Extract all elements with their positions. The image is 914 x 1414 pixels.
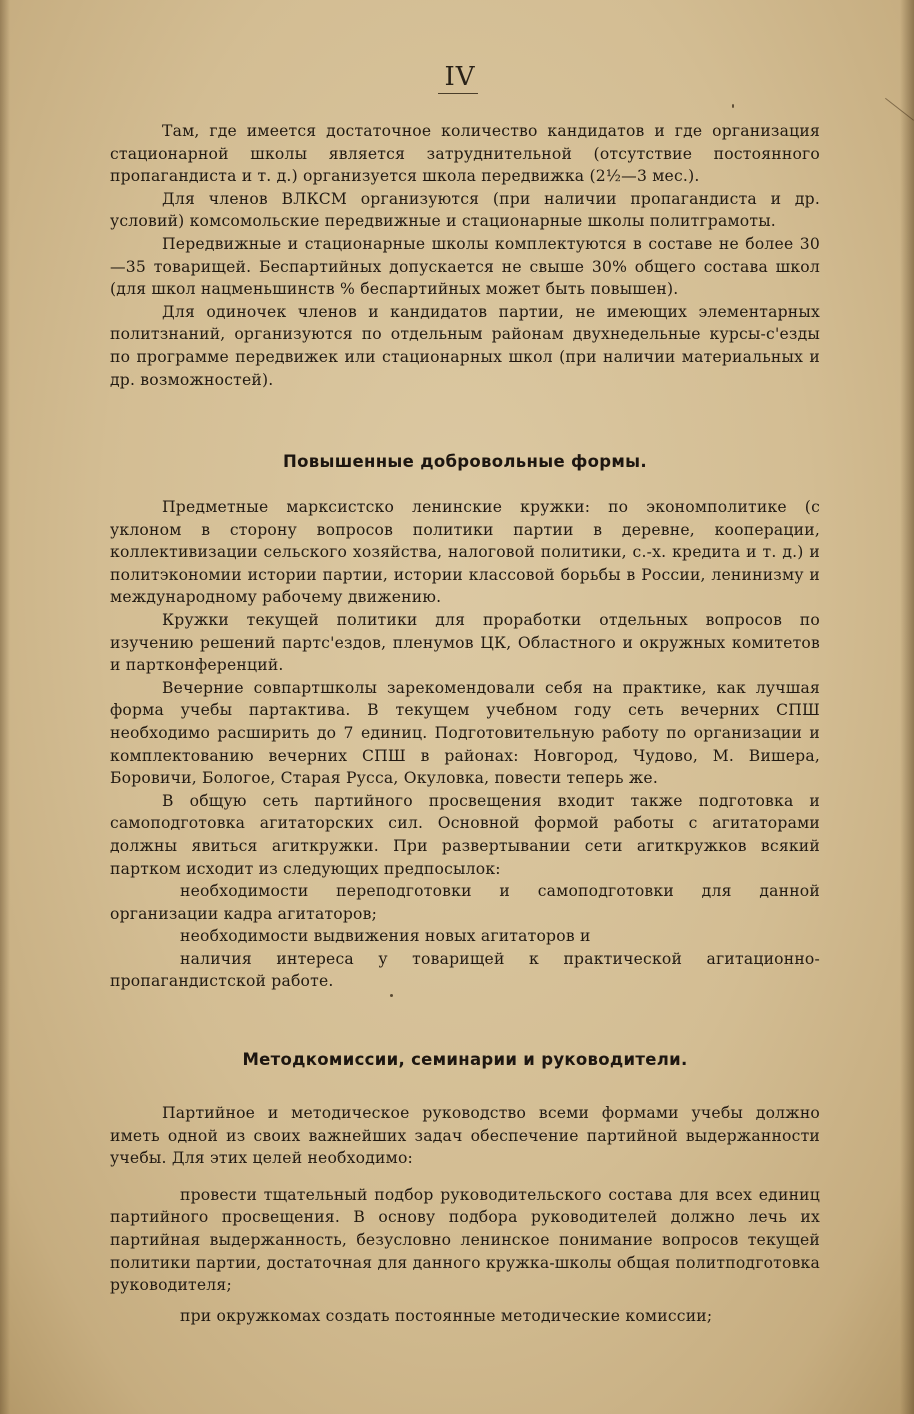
paragraph: Передвижные и стационарные школы комплектуются в составе не более 30—35 товарищей. Беспартийных допускается не свыше 30% общего состава школ (для школ нацменьшинств % беспартийных может быть повышен). [110,234,820,299]
section-heading: Повышенные добровольные формы. [283,452,647,471]
paragraph: Кружки текущей политики для проработки отдельных вопросов по изучению решений партс'ездов, пленумов ЦК, Областного и окружных комитетов и партконференций. [110,610,820,675]
paragraph: Для одиночек членов и кандидатов партии, не имеющих элементарных политзнаний, организуются по отдельным районам двухнедельные курсы-с'езды по программе передвижек или стационарных школ (при наличии материальных и др. возможностей). [110,302,820,389]
ink-speck [390,994,393,997]
page-edge-shadow-left [0,0,10,1414]
paragraph: Партийное и методическое руководство всеми формами учебы должно иметь одной из своих важнейших задач обеспечение партийной выдержанности учебы. Для этих целей необходимо: [110,1104,820,1168]
page-edge-shadow-right [900,0,914,1414]
list-item: необходимости переподготовки и самоподготовки для данной организации кадра агитаторов; [110,882,820,923]
list-item: необходимости выдвижения новых агитаторов и [180,927,591,946]
paragraph: Предметные марксистско ленинские кружки: по экономполитике (с уклоном в сторону вопросов политики партии в деревне, кооперации, коллективизации сельского хозяйства, налоговой политики, с.-х. кредита и т. д.) и политэкономии истории партии, истории классовой борьбы в России, ленинизму и международному рабочему движению. [110,498,820,607]
section-2-body [110,496,820,993]
paragraph: Вечерние совпартшколы зарекомендовали себя на практике, как лучшая форма учебы партактива. В текущем учебном году сеть вечерних СПШ необходимо расширить до 7 единиц. Подготовительную работу по организации и комплектованию вечерних СПШ в районах: Новгород, Чудово, М. Вишера, Боровичи, Бологое, Старая Русса, Окуловка, повести теперь же. [110,678,820,788]
ink-speck [732,104,734,108]
section-3-body [110,1102,820,1327]
list-item: провести тщательный подбор руководительского состава для всех единиц партийного просвещения. В основу подбора руководителей должно лечь их партийная выдержанность, безусловно ленинское понимание вопросов текущей политики партии, достаточная для данного кружка-школы общая политподготовка руководителя; [110,1185,820,1295]
paragraph: Для членов ВЛКСМ организуются (при наличии пропагандиста и др. условий) комсомольские передвижные и стационарные школы политграмоты. [110,189,820,231]
list-item: наличия интереса у товарищей к практической агитационно-пропагандистской работе. [110,949,820,991]
page-number-underline [438,93,478,94]
paragraph: Там, где имеется достаточное количество кандидатов и где организация стационарной школы является затруднительной (отсутствие постоянного пропагандиста и т. д.) организуется школа передвижка (2½—3 мес.). [110,122,820,186]
paragraph: В общую сеть партийного просвещения входит также подготовка и самоподготовка агитаторских сил. Основной формой работы с агитаторами должны явиться агиткружки. При развертывании сети агиткружков всякий партком исходит из следующих предпосылок: [110,791,820,878]
page-number: IV [444,62,476,92]
list-item: при окружкомах создать постоянные методические комиссии; [180,1306,713,1325]
section-1-body [110,120,820,391]
section-heading: Методкомиссии, семинарии и руководители. [242,1050,688,1069]
